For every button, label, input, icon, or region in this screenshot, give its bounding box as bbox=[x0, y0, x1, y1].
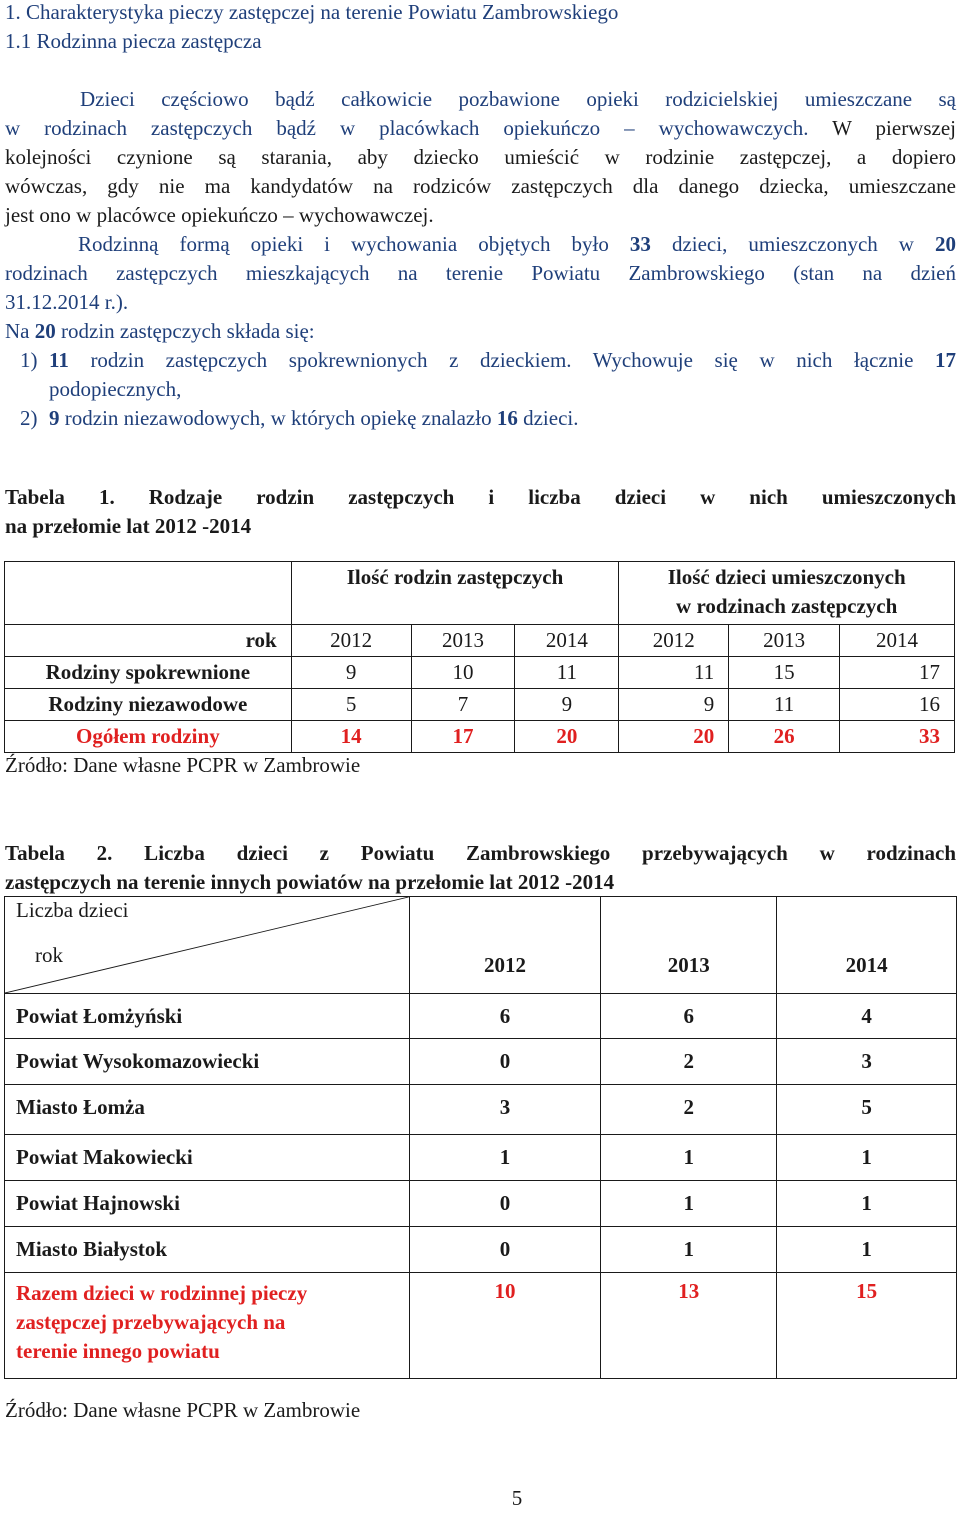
table2-cell: 0 bbox=[409, 1227, 601, 1273]
table2-cell: 0 bbox=[409, 1039, 601, 1085]
page-number: 5 bbox=[511, 1486, 523, 1510]
composition-intro-a: Na bbox=[5, 319, 30, 343]
table2-cell: 6 bbox=[409, 994, 601, 1039]
table1-cell: 15 bbox=[729, 657, 840, 689]
table2-cell: 1 bbox=[601, 1135, 777, 1181]
item2-count: 9 bbox=[49, 406, 60, 430]
table1-source: Źródło: Dane własne PCPR w Zambrowie bbox=[5, 753, 361, 777]
table2-corner-cell bbox=[5, 897, 410, 994]
paragraph2-line2: rodzinach zastępczych mieszkających na terenie Powiatu Zambrowskiego (stan na dzień bbox=[5, 261, 956, 285]
composition-intro-count: 20 bbox=[34, 319, 56, 343]
table-row bbox=[5, 689, 955, 721]
table1-empty-corner bbox=[5, 562, 292, 625]
table1-total-cell: 20 bbox=[515, 721, 619, 753]
paragraph1-line2 bbox=[5, 114, 956, 143]
paragraph1-line1: Dzieci częściowo bądź całkowicie pozbawione opieki rodzicielskiej umieszczane są bbox=[80, 87, 956, 111]
table1-total-cell: 33 bbox=[840, 721, 955, 753]
subsection-heading: 1.1 Rodzinna piecza zastępcza bbox=[5, 29, 262, 53]
table2-cell: 1 bbox=[777, 1227, 957, 1273]
table-row bbox=[5, 1273, 957, 1379]
list-item-number-1: 1) bbox=[20, 348, 38, 372]
composition-intro-c: rodzin zastępczych składa się: bbox=[61, 319, 315, 343]
table2-cell: 1 bbox=[601, 1227, 777, 1273]
table2-cell: 2 bbox=[601, 1085, 777, 1135]
table1-total-cell: 20 bbox=[619, 721, 729, 753]
table1-total-cell: 26 bbox=[729, 721, 840, 753]
table2-total-label-l1: Razem dzieci w rodzinnej pieczy bbox=[16, 1281, 308, 1305]
table-row bbox=[5, 1085, 957, 1135]
table1-header-children bbox=[619, 562, 955, 625]
table1-header-families: Ilość rodzin zastępczych bbox=[291, 562, 619, 625]
table1-header-children-l2: w rodzinach zastępczych bbox=[676, 594, 898, 618]
table1-year-cell: 2013 bbox=[729, 625, 840, 657]
table2-cell: 1 bbox=[777, 1135, 957, 1181]
paragraph1-line3: kolejności czynione są starania, aby dziecko umieścić w rodzinie zastępczej, a dopiero bbox=[5, 145, 956, 169]
list-item-2 bbox=[49, 404, 578, 433]
item1-children-count: 17 bbox=[935, 348, 957, 372]
table1-total-cell: 17 bbox=[411, 721, 515, 753]
table1-year-cell: 2014 bbox=[840, 625, 955, 657]
table2-corner-bottom: rok bbox=[35, 943, 63, 967]
table2-cell: 3 bbox=[777, 1039, 957, 1085]
list-item-1 bbox=[49, 346, 956, 375]
table2-cell: 1 bbox=[777, 1181, 957, 1227]
table-row bbox=[5, 625, 955, 657]
item2-children-count: 16 bbox=[496, 406, 518, 430]
p2-text-c: dzieci, umieszczonych w bbox=[671, 232, 914, 256]
table2-cell: 3 bbox=[409, 1085, 601, 1135]
item1-count: 11 bbox=[49, 348, 69, 372]
table1-year-label: rok bbox=[5, 625, 292, 657]
item1-text: rodzin zastępczych spokrewnionych z dzieckiem. bbox=[90, 348, 572, 372]
table2-cell: 5 bbox=[777, 1085, 957, 1135]
table2-total-cell: 13 bbox=[601, 1273, 777, 1379]
table1-total-label: Ogółem rodziny bbox=[5, 721, 292, 753]
table1-row-label: Rodziny spokrewnione bbox=[5, 657, 292, 689]
table-row bbox=[5, 721, 955, 753]
table-row bbox=[5, 1135, 957, 1181]
table2-row-label: Miasto Białystok bbox=[5, 1227, 410, 1273]
table2-total-cell: 10 bbox=[409, 1273, 601, 1379]
item1-text-c: Wychowuje się w nich łącznie bbox=[592, 348, 914, 372]
table-children-other-counties bbox=[4, 896, 957, 1379]
table1-year-cell: 2013 bbox=[411, 625, 515, 657]
table1-caption-line1: Tabela 1. Rodzaje rodzin zastępczych i liczba dzieci w nich umieszczonych bbox=[5, 485, 956, 509]
table1-cell: 9 bbox=[619, 689, 729, 721]
table2-row-label: Powiat Łomżyński bbox=[5, 994, 410, 1039]
item2-text: rodzin niezawodowych, w których opiekę znalazło bbox=[64, 406, 492, 430]
table1-cell: 17 bbox=[840, 657, 955, 689]
table2-cell: 1 bbox=[409, 1135, 601, 1181]
table1-cell: 7 bbox=[411, 689, 515, 721]
table2-source: Źródło: Dane własne PCPR w Zambrowie bbox=[5, 1398, 361, 1422]
table1-year-cell: 2012 bbox=[291, 625, 411, 657]
table1-cell: 11 bbox=[515, 657, 619, 689]
table1-cell: 9 bbox=[515, 689, 619, 721]
table1-caption-line2: na przełomie lat 2012 -2014 bbox=[5, 514, 252, 538]
table1-cell: 5 bbox=[291, 689, 411, 721]
p2-families-count: 20 bbox=[935, 232, 957, 256]
table1-year-cell: 2014 bbox=[515, 625, 619, 657]
table-row bbox=[5, 1181, 957, 1227]
table2-caption-line1: Tabela 2. Liczba dzieci z Powiatu Zambrowskiego przebywających w rodzinach bbox=[5, 841, 956, 865]
section-heading: 1. Charakterystyka pieczy zastępczej na terenie Powiatu Zambrowskiego bbox=[5, 0, 619, 24]
table2-row-label: Powiat Wysokomazowiecki bbox=[5, 1039, 410, 1085]
table1-cell: 10 bbox=[411, 657, 515, 689]
paragraph1-line4: wówczas, gdy nie ma kandydatów na rodziców zastępczych dla danego dziecka, umieszczane bbox=[5, 174, 956, 198]
table1-cell: 11 bbox=[729, 689, 840, 721]
table2-year-cell: 2013 bbox=[601, 897, 777, 994]
table2-cell: 2 bbox=[601, 1039, 777, 1085]
table2-row-label: Powiat Makowiecki bbox=[5, 1135, 410, 1181]
table2-cell: 0 bbox=[409, 1181, 601, 1227]
item2-text-d: dzieci. bbox=[523, 406, 579, 430]
paragraph2-line1 bbox=[78, 230, 956, 259]
table1-header-children-l1: Ilość dzieci umieszczonych bbox=[667, 565, 906, 589]
list-item-1-continued: podopiecznych, bbox=[49, 377, 182, 401]
table-row bbox=[5, 657, 955, 689]
paragraph1-line5: jest ono w placówce opiekuńczo – wychowawczej. bbox=[5, 203, 434, 227]
table2-year-cell: 2014 bbox=[777, 897, 957, 994]
table-row bbox=[5, 1039, 957, 1085]
table-row bbox=[5, 1227, 957, 1273]
table-row bbox=[5, 994, 957, 1039]
table2-total-label-l3: terenie innego powiatu bbox=[16, 1339, 220, 1363]
table2-year-cell: 2012 bbox=[409, 897, 601, 994]
table1-cell: 11 bbox=[619, 657, 729, 689]
table1-cell: 16 bbox=[840, 689, 955, 721]
table2-total-cell: 15 bbox=[777, 1273, 957, 1379]
p2-text-a: Rodzinną formą opieki i wychowania objętych było bbox=[78, 232, 609, 256]
paragraph1-line2-b: W pierwszej bbox=[832, 116, 956, 140]
table2-row-label: Powiat Hajnowski bbox=[5, 1181, 410, 1227]
table1-cell: 9 bbox=[291, 657, 411, 689]
table2-row-label: Miasto Łomża bbox=[5, 1085, 410, 1135]
table2-total-label bbox=[5, 1273, 410, 1379]
table2-cell: 4 bbox=[777, 994, 957, 1039]
table-foster-families bbox=[4, 561, 955, 753]
table1-row-label: Rodziny niezawodowe bbox=[5, 689, 292, 721]
table1-year-cell: 2012 bbox=[619, 625, 729, 657]
paragraph2-line3: 31.12.2014 r.). bbox=[5, 290, 129, 314]
table2-total-label-l2: zastępczej przebywających na bbox=[16, 1310, 286, 1334]
p2-children-count: 33 bbox=[629, 232, 651, 256]
table2-cell: 6 bbox=[601, 994, 777, 1039]
table2-corner-top: Liczba dzieci bbox=[16, 898, 129, 922]
table2-cell: 1 bbox=[601, 1181, 777, 1227]
table1-total-cell: 14 bbox=[291, 721, 411, 753]
table2-caption-line2: zastępczych na terenie innych powiatów na przełomie lat 2012 -2014 bbox=[5, 870, 615, 894]
paragraph1-line2-a: w rodzinach zastępczych bądź w placówkach opiekuńczo – wychowawczych. bbox=[5, 116, 809, 140]
list-item-number-2: 2) bbox=[20, 406, 38, 430]
composition-intro bbox=[5, 317, 956, 346]
